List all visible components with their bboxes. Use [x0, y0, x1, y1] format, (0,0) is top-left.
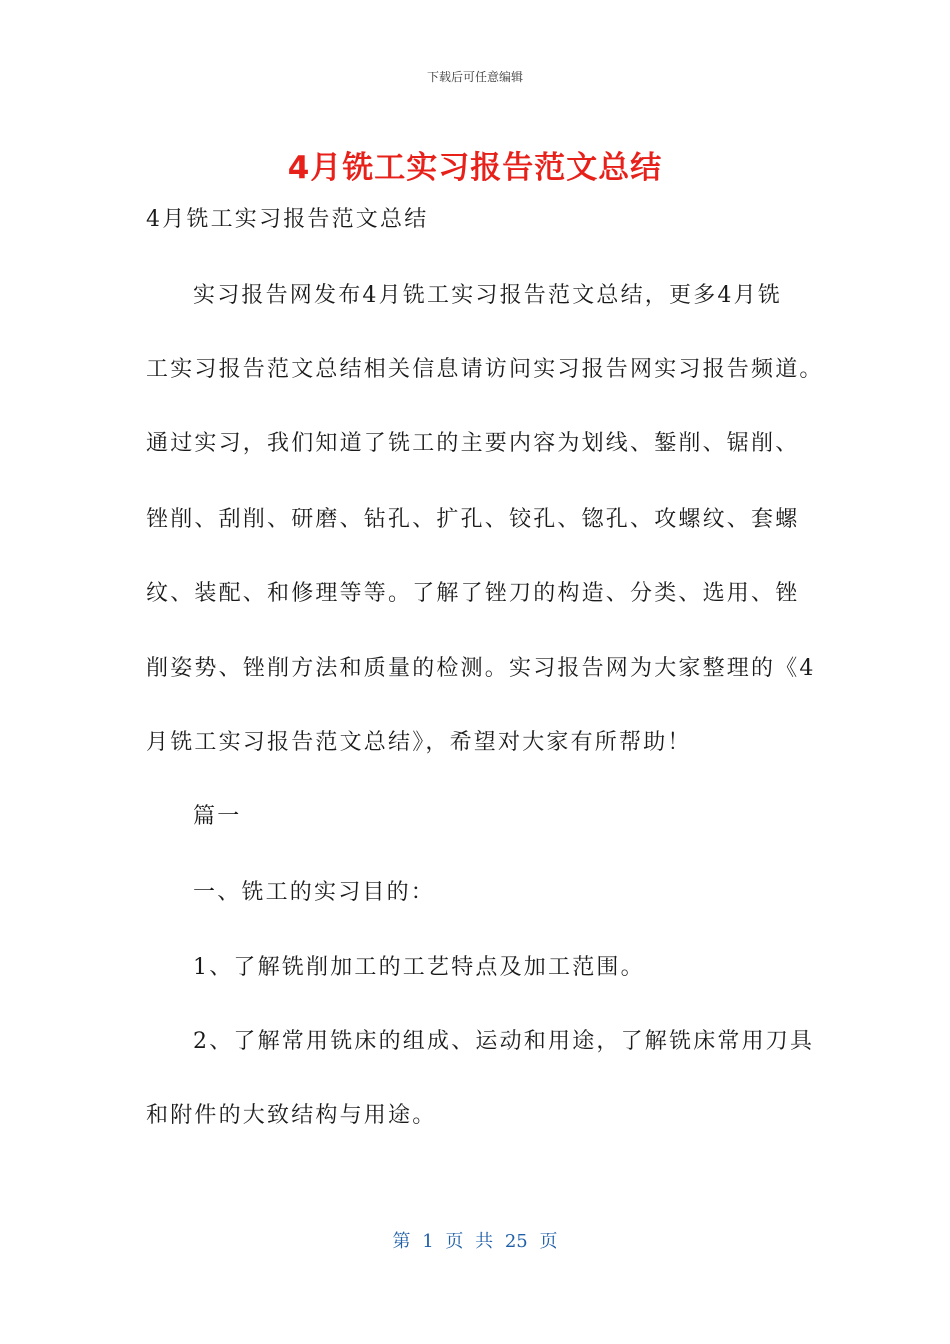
header-note: 下载后可任意编辑 [426, 70, 523, 84]
list-item: 1、了解铣削加工的工艺特点及加工范围。 [193, 955, 645, 980]
paragraph-line: 月铣工实习报告范文总结》，希望对大家有所帮助！ [146, 730, 692, 755]
paragraph-line: 锉削、刮削、研磨、钻孔、扩孔、铰孔、锪孔、攻螺纹、套螺 [146, 507, 800, 532]
paragraph-line: 纹、装配、和修理等等。了解了锉刀的构造、分类、选用、锉 [146, 581, 800, 606]
subsection-heading: 一、铣工的实习目的： [193, 880, 436, 905]
list-item-continuation: 和附件的大致结构与用途。 [146, 1103, 437, 1128]
paragraph-line: 实习报告网发布4月铣工实习报告范文总结，更多4月铣 [193, 283, 782, 308]
page-number: 第 1 页 共 25 页 [392, 1231, 558, 1252]
paragraph-line: 工实习报告范文总结相关信息请访问实习报告网实习报告频道。 [146, 357, 824, 382]
document-title: 4月铣工实习报告范文总结 [287, 150, 663, 186]
paragraph-line: 削姿势、锉削方法和质量的检测。实习报告网为大家整理的《4 [146, 656, 816, 681]
section-heading: 篇一 [193, 804, 242, 829]
paragraph-line: 通过实习，我们知道了铣工的主要内容为划线、錾削、锯削、 [146, 431, 800, 456]
subtitle-line: 4月铣工实习报告范文总结 [146, 207, 429, 232]
list-item: 2、了解常用铣床的组成、运动和用途，了解铣床常用刀具 [193, 1029, 815, 1054]
